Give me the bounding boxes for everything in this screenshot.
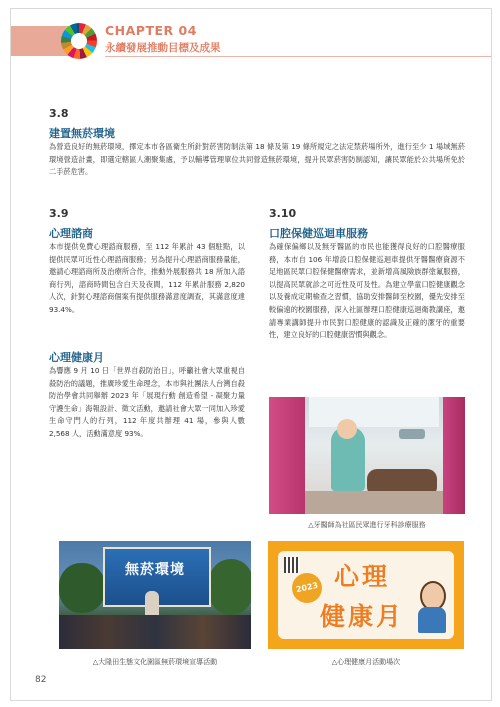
dental-photo-caption: △牙醫師為社區民眾進行牙科診療服務 xyxy=(308,521,426,529)
mental-health-month-title: 心理健康月 xyxy=(49,351,104,364)
poster-title-line-1: 心理 xyxy=(334,562,391,591)
event-banner-text: 無菸環境 xyxy=(125,562,185,578)
chapter-subtitle: 永續發展推動目標及成果 xyxy=(105,42,221,54)
qr-code-icon xyxy=(284,557,300,573)
section-3-10-body: 為確保偏鄉以及無牙醫區的市民也能獲得良好的口腔醫療服務，本市自 106 年增設口腔保健巡迴車提供牙醫醫療資源不足地區民眾口腔保健醫療需求，並新增高風險族群塗氟服務，以提高民眾就診之可近性及可及性。為建立學童口腔健康觀念以及養成定期檢查之習慣，協助安排醫師至校園，優先安排至較偏遠的校園服務，深入社區辦理口腔健康巡迴衛教講座，邀請專業講師提升市民對口腔健康的認識及正確的潔牙的重要性，建立良好的口腔健康習慣與觀念。 xyxy=(269,242,465,340)
page xyxy=(10,8,492,701)
section-3-8-body: 為營造良好的無菸環境，擇定本市各區衛生所針對菸害防制法第 18 條及第 19 條所規定之法定禁菸場所外，進行至少 1 場域無菸環境營造計畫，即選定轄區人潮聚集處，予以輔導管理單位共同營造無菸環境，提升民眾菸害防制認知，讓民眾能於公共場所免於二手菸危害。 xyxy=(49,142,465,177)
poster-caption: △心理健康月活動場次 xyxy=(331,658,401,666)
section-3-9-body: 本市提供免費心理諮商服務，至 112 年累計 43 個駐點，以提供民眾可近性心理諮商服務；另為提升心理諮商服務量能，邀請心理諮商所及治療所合作，推動外展服務共 18 所加入諮商行列，諮商時間包含白天及夜間，112 年累計服務 2,820 人次，針對心理諮商個案有提供服務滿意度調查，其滿意度達 93.4%。 xyxy=(49,242,245,314)
event-photo-caption: △大隆田生態文化園區無菸環境宣導活動 xyxy=(92,658,218,666)
sdg-wheel-logo xyxy=(61,23,97,59)
section-3-9-number: 3.9 xyxy=(49,207,69,220)
section-3-10-number: 3.10 xyxy=(269,207,297,220)
character-body-icon xyxy=(418,607,446,633)
section-3-8-number: 3.8 xyxy=(49,107,69,120)
page-number: 82 xyxy=(35,675,47,685)
mental-health-month-body: 為響應 9 月 10 日「世界自殺防治日」，呼籲社會大眾重視自殺防治的議題，推廣珍愛生命理念，本市與社團法人台灣自殺防治學會共同舉辦 2023 年「展現行動 創造希望 - 凝聚力量 守護生命」海報設計、徵文活動，邀請社會大眾一同加入珍愛生命守門人的行列，112 年度共辦理 41 場，參與人數 2,568 人，活動滿意度 93%。 xyxy=(49,366,245,438)
chapter-label: CHAPTER 04 xyxy=(105,23,197,38)
dental-service-photo xyxy=(269,397,465,514)
poster-year: 2023 xyxy=(295,580,319,595)
section-3-9-title: 心理諮商 xyxy=(49,227,93,240)
mental-health-month-poster xyxy=(268,541,464,649)
smoke-free-event-photo xyxy=(59,541,251,649)
header-divider xyxy=(105,56,491,57)
poster-title-line-2: 健康月 xyxy=(320,602,405,631)
section-3-8-title: 建置無菸環境 xyxy=(49,127,115,140)
section-3-10-title: 口腔保健巡迴車服務 xyxy=(269,227,368,240)
